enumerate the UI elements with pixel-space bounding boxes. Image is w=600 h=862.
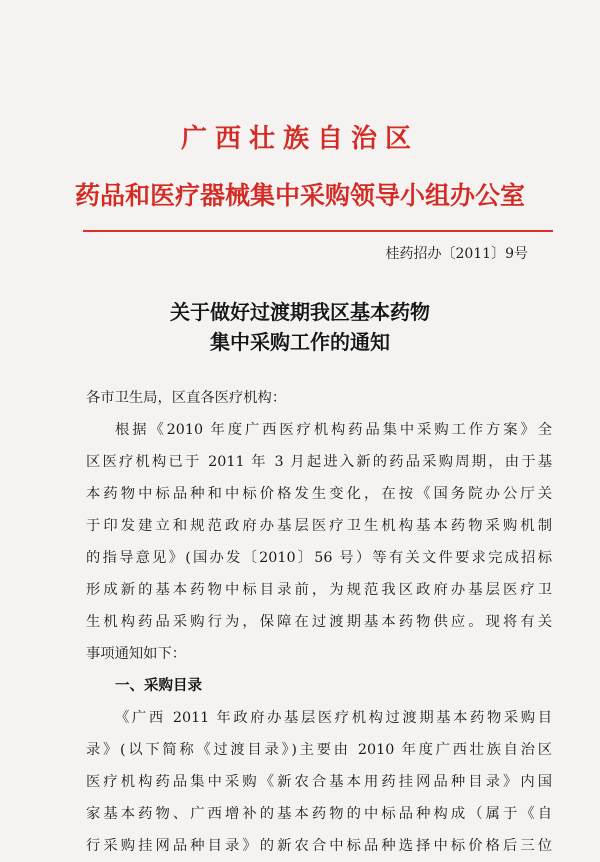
paragraph-2-line: 医疗机构药品集中采购《新农合基本用药挂网品种目录》内国	[86, 774, 552, 790]
section-1-heading: 一、采购目录	[115, 678, 202, 694]
paragraph-1-line: 本药物中标品种和中标价格发生变化，在按《国务院办公厅关	[86, 486, 552, 502]
paragraph-1-line: 区医疗机构已于 2011 年 3 月起进入新的药品采购周期，由于基	[86, 454, 552, 470]
paragraph-1-line: 的指导意见》(国办发〔2010〕56 号）等有关文件要求完成招标	[86, 550, 552, 566]
paragraph-1-line: 于印发建立和规范政府办基层医疗卫生机构基本药物采购机制	[86, 518, 552, 534]
salutation: 各市卫生局，区直各医疗机构：	[86, 390, 287, 406]
document-body	[86, 382, 552, 862]
document-number: 桂药招办〔2011〕9号	[385, 246, 528, 262]
paragraph-1-line: 生机构药品采购行为，保障在过渡期基本药物供应。现将有关	[86, 614, 552, 630]
paragraph-1-line: 形成新的基本药物中标目录前，为规范我区政府办基层医疗卫	[86, 582, 552, 598]
paragraph-2-line: 行采购挂网品种目录》的新农合中标品种选择中标价格后三位	[86, 838, 552, 854]
paragraph-1-line: 根据《2010 年度广西医疗机构药品集中采购工作方案》全	[115, 422, 552, 438]
paragraph-2-line: 家基本药物、广西增补的基本药物的中标品种构成（属于《自	[86, 806, 552, 822]
document-title-line-2: 集中采购工作的通知	[210, 330, 390, 354]
issuing-region-heading: 广西壮族自治区	[180, 124, 419, 154]
red-separator-line	[83, 230, 553, 232]
paragraph-1-line: 事项通知如下：	[86, 646, 187, 662]
paragraph-2-line: 录》(以下简称《过渡目录》)主要由 2010 年度广西壮族自治区	[86, 742, 552, 758]
document-title-line-1: 关于做好过渡期我区基本药物	[170, 300, 430, 324]
paragraph-2-line: 《广西 2011 年政府办基层医疗机构过渡期基本药物采购目	[115, 710, 552, 726]
issuing-office-heading: 药品和医疗器械集中采购领导小组办公室	[74, 181, 525, 210]
